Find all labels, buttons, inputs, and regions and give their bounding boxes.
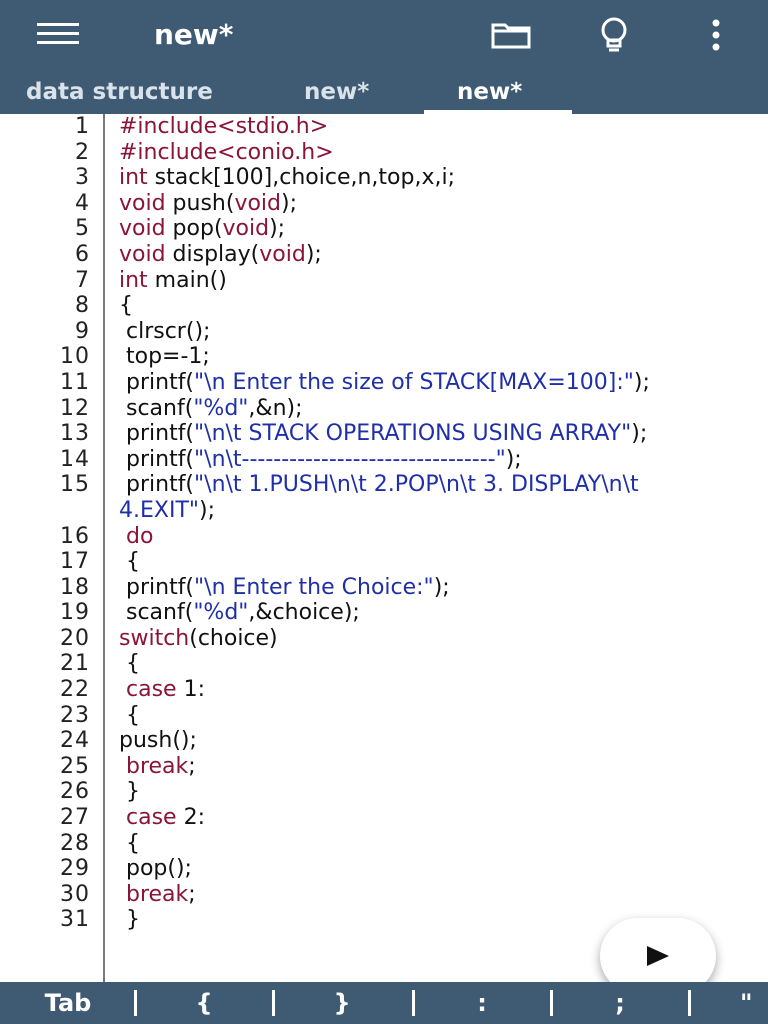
line-number: 9: [75, 318, 90, 344]
code-text: break;: [126, 753, 196, 779]
key-separator: [272, 990, 275, 1016]
key-open-brace[interactable]: {: [195, 989, 213, 1017]
code-line[interactable]: [0, 575, 768, 601]
key-separator: [412, 990, 415, 1016]
line-number: 19: [60, 600, 90, 626]
line-number: 5: [75, 216, 90, 242]
line-number: 31: [60, 907, 90, 933]
code-line[interactable]: [0, 882, 768, 908]
code-text: #include<conio.h>: [119, 139, 334, 165]
code-line[interactable]: [0, 447, 768, 473]
code-text: pop();: [119, 856, 192, 882]
code-line[interactable]: [0, 677, 768, 703]
code-editor[interactable]: [0, 114, 768, 982]
line-number: 11: [60, 369, 90, 395]
code-text: {: [119, 830, 140, 856]
code-text: }: [119, 907, 140, 933]
app-title: new*: [154, 18, 234, 51]
line-number: 21: [60, 651, 90, 677]
code-text: printf("\n Enter the Choice:");: [119, 574, 450, 600]
line-number: 1: [75, 114, 90, 139]
code-line[interactable]: [0, 472, 768, 523]
code-text: clrscr();: [119, 318, 211, 344]
line-number: 7: [75, 267, 90, 293]
symbol-key-bar: [0, 982, 768, 1024]
line-number: 20: [60, 625, 90, 651]
code-text: #include<stdio.h>: [119, 114, 329, 139]
code-text: printf("\n\t STACK OPERATIONS USING ARRAY");: [119, 421, 648, 447]
file-tab-bar: [0, 70, 768, 114]
line-number: 22: [60, 677, 90, 703]
line-number: 25: [60, 753, 90, 779]
code-text: break;: [126, 881, 196, 907]
more-options-button[interactable]: [692, 12, 740, 58]
code-text: printf("\n Enter the size of STACK[MAX=100]:");: [119, 369, 650, 395]
code-line[interactable]: [0, 728, 768, 754]
code-line[interactable]: [0, 831, 768, 857]
line-number: 23: [60, 702, 90, 728]
code-text: void pop(void);: [119, 216, 286, 242]
key-separator: [134, 990, 137, 1016]
line-number: 14: [60, 446, 90, 472]
code-line[interactable]: [0, 651, 768, 677]
code-line[interactable]: [0, 396, 768, 422]
hint-button[interactable]: [590, 12, 638, 58]
tab-new-2[interactable]: new*: [457, 79, 523, 105]
code-line[interactable]: [0, 549, 768, 575]
menu-icon: [37, 23, 79, 45]
code-line[interactable]: [0, 216, 768, 242]
line-number: 27: [60, 805, 90, 831]
line-number: 2: [75, 139, 90, 165]
more-vert-icon: [710, 18, 722, 52]
key-semicolon[interactable]: ;: [615, 989, 625, 1017]
menu-button[interactable]: [22, 10, 94, 58]
key-tab[interactable]: Tab: [44, 989, 92, 1017]
code-text: {: [119, 293, 133, 319]
code-text: scanf("%d",&n);: [119, 395, 303, 421]
code-line[interactable]: [0, 140, 768, 166]
code-line[interactable]: [0, 370, 768, 396]
key-separator: [688, 990, 691, 1016]
code-line[interactable]: [0, 600, 768, 626]
tab-new-1[interactable]: new*: [304, 79, 370, 105]
code-line[interactable]: [0, 114, 768, 140]
code-text: printf("\n\t 1.PUSH\n\t 2.POP\n\t 3. DISPLAY\n\t 4.EXIT");: [119, 472, 646, 523]
code-text: top=-1;: [119, 344, 210, 370]
line-number: 16: [60, 523, 90, 549]
line-number: 17: [60, 549, 90, 575]
key-colon[interactable]: :: [477, 989, 487, 1017]
code-line[interactable]: [0, 421, 768, 447]
code-text: {: [119, 702, 140, 728]
code-text: }: [119, 779, 140, 805]
code-line[interactable]: [0, 856, 768, 882]
key-quote[interactable]: ": [740, 989, 753, 1017]
code-text: int stack[100],choice,n,top,x,i;: [119, 165, 455, 191]
code-text: case 2:: [126, 805, 205, 831]
code-line[interactable]: [0, 524, 768, 550]
line-number: 6: [75, 241, 90, 267]
line-number: 15: [60, 472, 90, 498]
code-text: int main(): [119, 267, 227, 293]
code-line[interactable]: [0, 293, 768, 319]
lightbulb-icon: [597, 16, 631, 54]
code-line[interactable]: [0, 344, 768, 370]
code-text: {: [119, 549, 140, 575]
code-line[interactable]: [0, 703, 768, 729]
line-number: 4: [75, 190, 90, 216]
code-text: push();: [119, 728, 197, 754]
code-text: {: [119, 651, 140, 677]
code-text: scanf("%d",&choice);: [119, 600, 360, 626]
code-line[interactable]: [0, 165, 768, 191]
line-number: 10: [60, 344, 90, 370]
code-line[interactable]: [0, 191, 768, 217]
open-folder-button[interactable]: [487, 12, 535, 58]
code-text: switch(choice): [119, 625, 278, 651]
key-close-brace[interactable]: }: [333, 989, 351, 1017]
code-lines: [0, 114, 768, 933]
code-line[interactable]: [0, 242, 768, 268]
line-number: 12: [60, 395, 90, 421]
folder-icon: [490, 20, 532, 50]
line-number: 18: [60, 574, 90, 600]
line-number: 24: [60, 728, 90, 754]
code-text: void display(void);: [119, 241, 322, 267]
code-line[interactable]: [0, 805, 768, 831]
app-toolbar: [0, 0, 768, 70]
line-number: 28: [60, 830, 90, 856]
code-text: do: [126, 523, 154, 549]
code-line[interactable]: [0, 754, 768, 780]
code-text: void push(void);: [119, 190, 298, 216]
tab-data-structure[interactable]: data structure: [26, 79, 213, 105]
line-number: 30: [60, 881, 90, 907]
line-number: 3: [75, 165, 90, 191]
code-line[interactable]: [0, 626, 768, 652]
line-number: 13: [60, 421, 90, 447]
code-text: case 1:: [126, 677, 205, 703]
code-line[interactable]: [0, 268, 768, 294]
line-number: 29: [60, 856, 90, 882]
line-number: 26: [60, 779, 90, 805]
line-number: 8: [75, 293, 90, 319]
code-line[interactable]: [0, 319, 768, 345]
code-text: printf("\n\t--------------------------------");: [119, 446, 522, 472]
code-line[interactable]: [0, 779, 768, 805]
key-separator: [550, 990, 553, 1016]
play-icon: [645, 944, 671, 968]
